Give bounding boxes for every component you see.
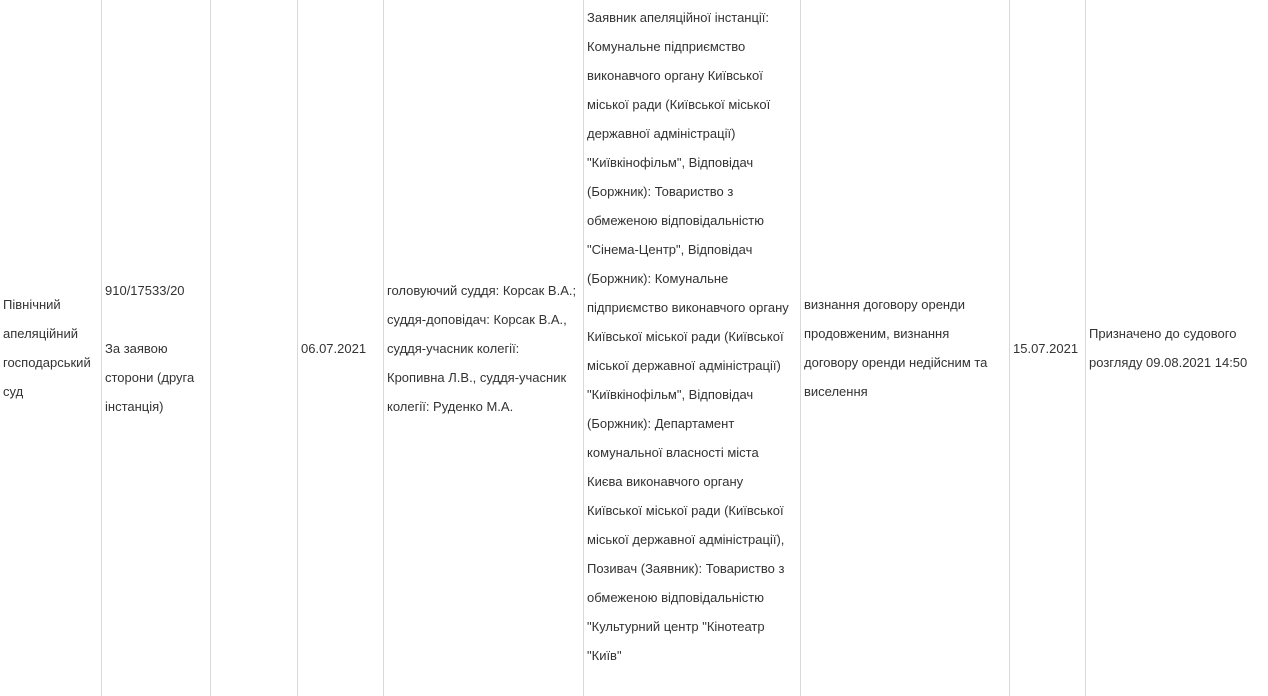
judges: головуючий суддя: Корсак В.А.; суддя-доповідач: Корсак В.А., суддя-учасник колегії: Кропивна Л.В., суддя-учасник колегії: Руденко М.А.	[387, 282, 577, 414]
date-received: 06.07.2021	[301, 340, 367, 356]
case-status: Призначено до судового розгляду 09.08.2021 14:50	[1089, 326, 1248, 370]
status-cell	[1086, 0, 1268, 696]
court-cell	[0, 0, 101, 696]
parties-cell	[584, 0, 800, 696]
date-next-cell	[1010, 0, 1085, 696]
date-received-cell	[298, 0, 383, 696]
case-subject: визнання договору оренди продовженим, визнання договору оренди недійсним та виселення	[804, 297, 988, 399]
case-cell	[102, 0, 210, 696]
date-next: 15.07.2021	[1013, 340, 1079, 356]
subject-cell	[801, 0, 1009, 696]
parties: Заявник апеляційної інстанції: Комунальне підприємство виконавчого органу Київської міської ради (Київської міської державної адміністрації) "Київкінофільм", Відповідач (Боржник): Товариство з обмеженою відповідальністю "Сінема-Центр", Відповідач (Боржник): Комунальне підприємство виконавчого органу Київської міської ради (Київської міської державної адміністрації) "Київкінофільм", Відповідач (Боржник): Департамент комунальної власності міста Києва виконавчого органу Київської міської ради (Київської міської державної адміністрації), Позивач (Заявник): Товариство з обмеженою відповідальністю "Культурний центр "Кінотеатр "Київ"	[587, 10, 789, 663]
case-number: 910/17533/20	[105, 282, 185, 298]
court-name: Північний апеляційний господарський суд	[3, 297, 91, 399]
case-type: За заявою сторони (друга інстанція)	[105, 340, 195, 414]
judges-cell	[384, 0, 583, 696]
empty-cell	[211, 0, 297, 696]
